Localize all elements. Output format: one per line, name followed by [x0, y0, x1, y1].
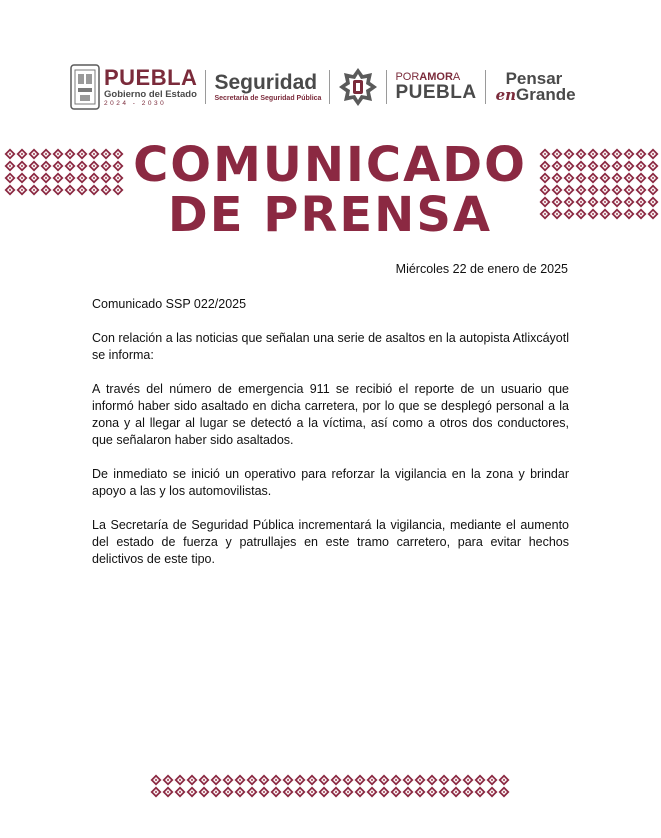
page-title	[130, 137, 530, 243]
puebla-logo	[70, 64, 197, 110]
divider	[205, 70, 206, 104]
date: Miércoles 22 de enero de 2025	[395, 262, 568, 276]
talavera-pattern-bottom	[150, 774, 510, 798]
divider	[329, 70, 330, 104]
paragraph-3: De inmediato se inició un operativo para reforzar la vigilancia en la zona y brindar apoyo a las y los automovilistas.	[92, 467, 569, 498]
poramor-puebla: PUEBLA	[395, 82, 477, 103]
reference-number: Comunicado SSP 022/2025	[92, 297, 247, 311]
divider	[485, 70, 486, 104]
pensar-grande: Grande	[516, 85, 576, 104]
talavera-pattern-right	[539, 148, 659, 220]
paragraph-1: Con relación a las noticias que señalan una serie de asaltos en la autopista Atlixcáyotl se informa:	[92, 331, 569, 362]
divider	[386, 70, 387, 104]
title-line-2: DE PRENSA	[167, 187, 493, 243]
por-amor-a-puebla-logo	[395, 72, 476, 102]
puebla-years: 2024 - 2030	[104, 99, 167, 107]
poramor-amor: AMOR	[419, 71, 453, 83]
police-badge-icon	[338, 67, 378, 107]
talavera-pattern-left	[4, 148, 124, 196]
seguridad-title: Seguridad	[214, 71, 318, 94]
poramor-a: A	[452, 71, 461, 83]
pensar-en: en	[495, 86, 517, 104]
poramor-por: POR	[395, 71, 420, 83]
paragraph-4: La Secretaría de Seguridad Pública incrementará la vigilancia, mediante el aumento del estado de fuerza y patrullajes en este tramo carretero, para evitar hechos delictivos de este tipo.	[92, 518, 569, 566]
paragraph-2: A través del número de emergencia 911 se recibió el reporte de un usuario que informó haber sido asaltado en dicha carretera, por lo que se desplegó personal a la zona y al llegar al lugar se detectó a la víctima, así como a otros dos conductores, que señalaron haber sido asaltados.	[92, 382, 569, 447]
title-line-1: COMUNICADO	[133, 137, 527, 193]
coat-of-arms-icon	[70, 64, 100, 110]
puebla-subtitle: Gobierno del Estado	[104, 89, 197, 100]
header-logos	[70, 62, 600, 112]
pensar-en-grande-logo	[495, 68, 576, 104]
puebla-name: PUEBLA	[104, 65, 198, 90]
press-release-body	[92, 296, 569, 585]
seguridad-logo	[214, 72, 321, 102]
pensar-word: Pensar	[505, 68, 563, 88]
seguridad-subtitle: Secretaría de Seguridad Pública	[214, 95, 322, 102]
